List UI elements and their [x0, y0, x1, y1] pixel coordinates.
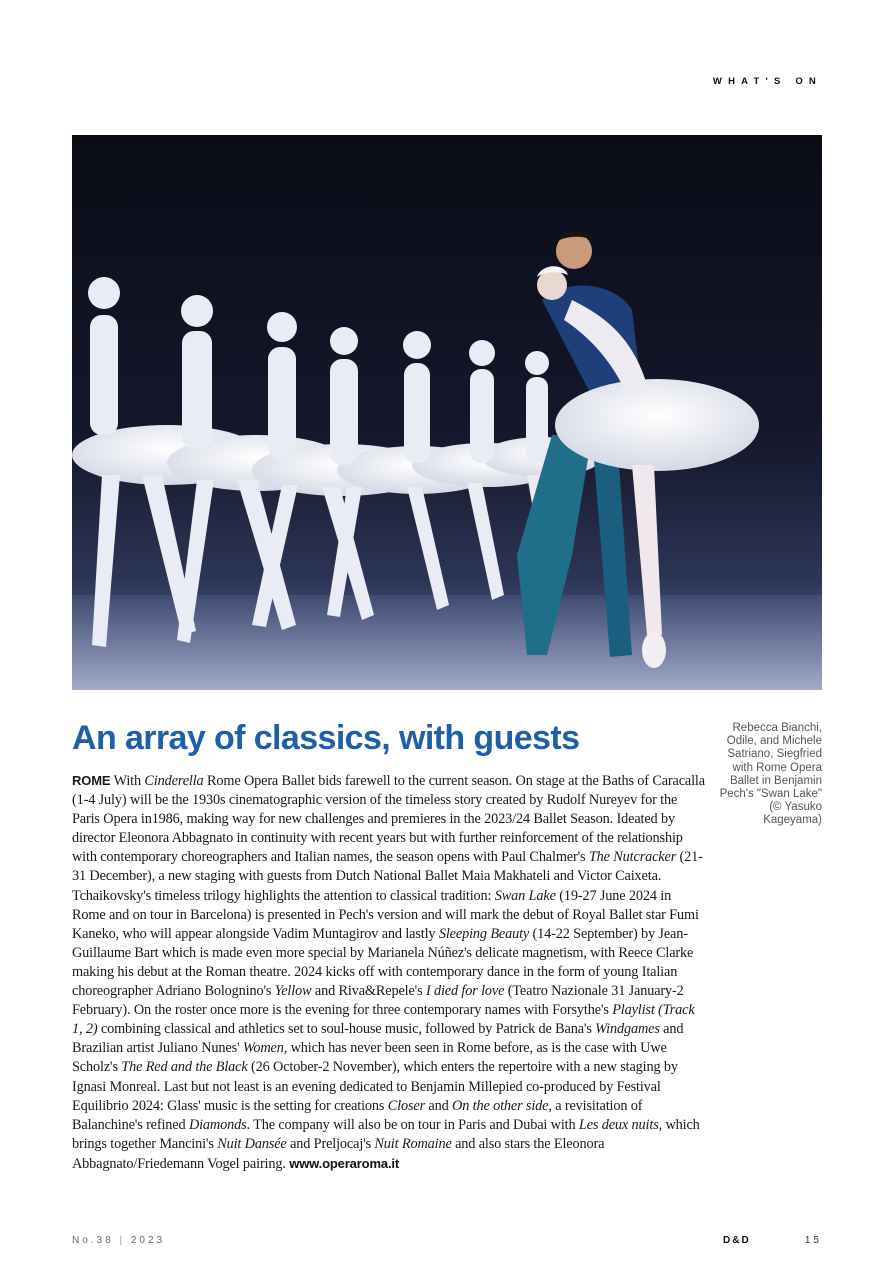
title-sleeping-beauty: Sleeping Beauty [438, 925, 530, 942]
body-segment: and Preljocaj's [286, 1135, 375, 1152]
title-cinderella: Cinderella [144, 773, 204, 789]
title-on-the-other-side: On the other side, [452, 1097, 552, 1114]
photo-caption: Rebecca Bianchi, Odile, and Michele Satriano, Siegfried with Rome Opera Ballet in Benjamin Pech's "Swan Lake" (© Yasuko Kageyama) [719, 722, 822, 827]
body-segment: (21-31 December), a new staging with guests from Dutch National Ballet Maia Makhateli and Victor Caixeta. Tchaikovsky's timeless trilogy highlights the attention to classical tradition: [72, 849, 703, 904]
title-women: Women [242, 1040, 284, 1057]
body-segment: (Teatro Nazionale 31 January-2 February). On the roster once more is the evening for three contemporary names with Forsythe's [72, 983, 684, 1019]
title-swan-lake: Swan Lake [494, 887, 556, 904]
title-red-and-black: The Red and the Black [121, 1059, 248, 1076]
section-label: WHAT'S ON [712, 76, 822, 87]
body-segment: and [425, 1097, 453, 1114]
title-nuit-romaine: Nuit Romaine [374, 1135, 452, 1152]
title-yellow: Yellow [274, 983, 312, 1000]
body-segment: and Brazilian artist Juliano Nunes' [72, 1021, 684, 1057]
body-segment: Rome Opera Ballet bids farewell to the current season. On stage at the Baths of Caracalla (1-4 July) will be the 1930s cinematographic version of the timeless story created by Rudolf Nureyev for the Paris Opera in1986, making way for new challenges and premieres in the 2023/24 Ballet Season. Ideated by director Eleonora Abbagnato in continuity with recent years but with further reinforcement of the relationship with contemporary choreographers and Italian names, the season opens with Paul Chalmer's [72, 773, 705, 866]
footer-separator: | [119, 1235, 126, 1246]
body-segment: and also stars the Eleonora Abbagnato/Friedemann Vogel pairing. [72, 1135, 605, 1172]
body-segment: . The company will also be on tour in Paris and Dubai with [246, 1116, 579, 1133]
body-segment: , which has never been seen in Rome before, as is the case with Uwe Scholz's [72, 1040, 667, 1076]
body-segment: (19-27 June 2024 in Rome and on tour in Barcelona) is presented in Pech's version and will mark the debut of Royal Ballet star Fumi Kaneko, who will appear alongside Vadim Muntagirov and lastly [72, 887, 699, 942]
ballet-photo [72, 135, 822, 690]
body-segment: (26 October-2 November), which enters the repertoire with a new staging by Ignasi Monreal. Last but not least is an evening dedicated to Benjamin Millepied co-produced by Festival Equilibrio 2024: Glass' music is the setting for creations [72, 1059, 678, 1114]
article-headline: An array of classics, with guests [72, 719, 580, 757]
issue-year: 2023 [130, 1235, 166, 1246]
dateline: ROME [72, 773, 111, 788]
body-segment: (14-22 September) by Jean-Guillaume Bart which is made even more special by Marianela Núñez's delicate magnetism, with Reece Clarke making his debut at the Roman theatre. 2024 kicks off with contemporary dance in the form of young Italian choreographer Adriano Bolognino's [72, 925, 694, 1000]
title-diamonds: Diamonds [188, 1116, 247, 1133]
page-number: 15 [804, 1235, 822, 1246]
title-nutcracker: The Nutcracker [588, 849, 677, 866]
title-playlist: Playlist (Track 1, 2) [72, 1002, 695, 1038]
title-closer: Closer [387, 1097, 425, 1114]
footer-brand: D&D [723, 1235, 751, 1246]
article-body [72, 771, 708, 1174]
body-segment: and Riva&Repele's [311, 983, 426, 1000]
body-segment: With [110, 773, 145, 789]
title-i-died-for-love: I died for love [425, 983, 505, 1000]
body-segment: combining classical and athletics set to soul-house music, followed by Patrick de Bana's [97, 1021, 596, 1038]
ballet-photo-illustration [72, 135, 822, 690]
issue-number: No.38 [72, 1235, 114, 1246]
title-windgames: Windgames [595, 1021, 660, 1038]
body-segment: a revisitation of Balanchine's refined [72, 1097, 643, 1133]
body-segment: , which brings together Mancini's [72, 1116, 700, 1152]
footer-issue [72, 1235, 165, 1246]
opera-roma-link[interactable]: www.operaroma.it [289, 1155, 400, 1171]
title-nuit-dansee: Nuit Dansée [217, 1135, 287, 1152]
title-les-deux-nuits: Les deux nuits [578, 1116, 659, 1133]
